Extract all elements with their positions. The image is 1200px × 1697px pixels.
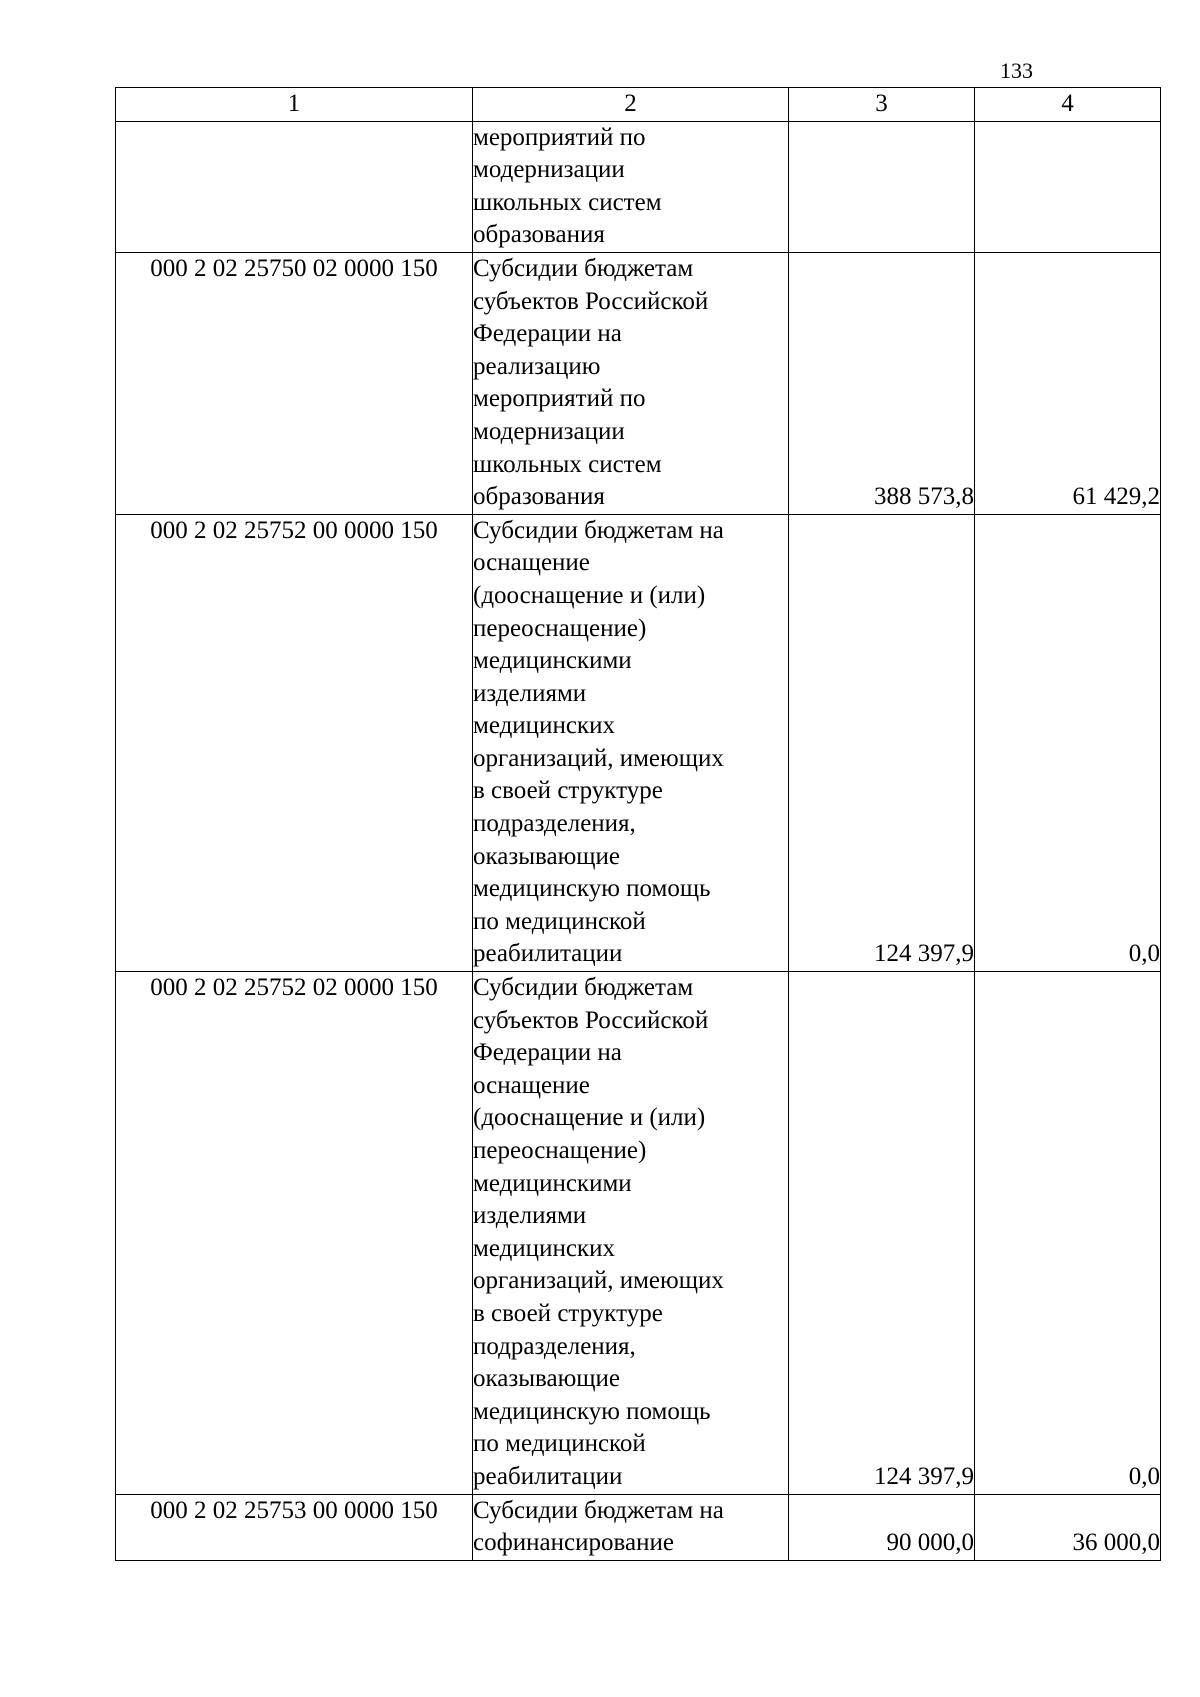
- budget-code-cell: 000 2 02 25752 00 0000 150: [116, 514, 473, 971]
- description-line: реабилитации: [473, 940, 623, 968]
- budget-code-cell: 000 2 02 25752 02 0000 150: [116, 972, 473, 1495]
- table-row: [116, 972, 1161, 1495]
- amount-col3-cell: [789, 121, 975, 252]
- description-line: организаций, имеющих: [473, 744, 724, 772]
- description-line: медицинскую помощь: [473, 1397, 711, 1425]
- budget-code-cell: 000 2 02 25750 02 0000 150: [116, 252, 473, 514]
- description-line: переоснащение): [473, 614, 647, 642]
- description-line: Федерации на: [473, 1039, 622, 1067]
- amount-col4-cell: 0,0: [975, 514, 1161, 971]
- amount-col3-cell: 124 397,9: [789, 514, 975, 971]
- description-cell: [473, 514, 789, 971]
- description-line: медицинских: [473, 1234, 615, 1262]
- description-line: медицинскую помощь: [473, 875, 711, 903]
- description-line: модернизации: [473, 417, 625, 445]
- description-line: (дооснащение и (или): [473, 1104, 706, 1132]
- description-line: в своей структуре: [473, 1299, 663, 1327]
- description-line: изделиями: [473, 1202, 587, 1230]
- description-line: модернизации: [473, 156, 625, 184]
- description-line: медицинских: [473, 712, 615, 740]
- table-row: [116, 121, 1161, 252]
- description-line: Субсидии бюджетам на: [473, 1496, 724, 1524]
- description-line: Субсидии бюджетам: [473, 254, 694, 282]
- description-line: реализацию: [473, 352, 601, 380]
- description-line: оказывающие: [473, 1365, 621, 1393]
- description-line: оснащение: [473, 1071, 590, 1099]
- description-line: оказывающие: [473, 842, 621, 870]
- description-line: реабилитации: [473, 1462, 623, 1490]
- description-line: организаций, имеющих: [473, 1267, 724, 1295]
- description-line: медицинскими: [473, 1169, 632, 1197]
- table-body: [116, 121, 1161, 1560]
- amount-col3-cell: 90 000,0: [789, 1494, 975, 1560]
- description-line: медицинскими: [473, 647, 632, 675]
- description-line: образования: [473, 483, 605, 511]
- page-number: 133: [1000, 58, 1033, 83]
- description-cell: [473, 1494, 789, 1560]
- column-header: 4: [975, 88, 1161, 122]
- description-cell: [473, 121, 789, 252]
- column-header: 1: [116, 88, 473, 122]
- table-row: [116, 252, 1161, 514]
- description-line: подразделения,: [473, 1332, 636, 1360]
- description-line: мероприятий по: [473, 123, 646, 151]
- description-line: оснащение: [473, 549, 590, 577]
- description-cell: [473, 972, 789, 1495]
- amount-col3-cell: 388 573,8: [789, 252, 975, 514]
- description-line: субъектов Российской: [473, 1006, 709, 1034]
- budget-code-cell: [116, 121, 473, 252]
- description-line: по медицинской: [473, 1430, 646, 1458]
- description-line: Субсидии бюджетам: [473, 974, 694, 1002]
- description-line: софинансирование: [473, 1529, 674, 1557]
- description-line: Федерации на: [473, 320, 622, 348]
- budget-table: [115, 87, 1161, 1561]
- description-line: изделиями: [473, 679, 587, 707]
- amount-col4-cell: 61 429,2: [975, 252, 1161, 514]
- description-line: Субсидии бюджетам на: [473, 516, 724, 544]
- description-line: образования: [473, 221, 605, 249]
- budget-code-cell: 000 2 02 25753 00 0000 150: [116, 1494, 473, 1560]
- description-line: подразделения,: [473, 810, 636, 838]
- description-line: мероприятий по: [473, 385, 646, 413]
- description-line: субъектов Российской: [473, 287, 709, 315]
- amount-col4-cell: 36 000,0: [975, 1494, 1161, 1560]
- description-line: школьных систем: [473, 188, 662, 216]
- amount-col4-cell: [975, 121, 1161, 252]
- table-header-row: [116, 88, 1161, 122]
- description-line: (дооснащение и (или): [473, 581, 706, 609]
- amount-col3-cell: 124 397,9: [789, 972, 975, 1495]
- description-line: в своей структуре: [473, 777, 663, 805]
- description-cell: [473, 252, 789, 514]
- table-row: [116, 1494, 1161, 1560]
- column-header: 3: [789, 88, 975, 122]
- description-line: переоснащение): [473, 1137, 647, 1164]
- description-line: по медицинской: [473, 907, 646, 935]
- table-row: [116, 514, 1161, 971]
- column-header: 2: [473, 88, 789, 122]
- amount-col4-cell: 0,0: [975, 972, 1161, 1495]
- description-line: школьных систем: [473, 450, 662, 478]
